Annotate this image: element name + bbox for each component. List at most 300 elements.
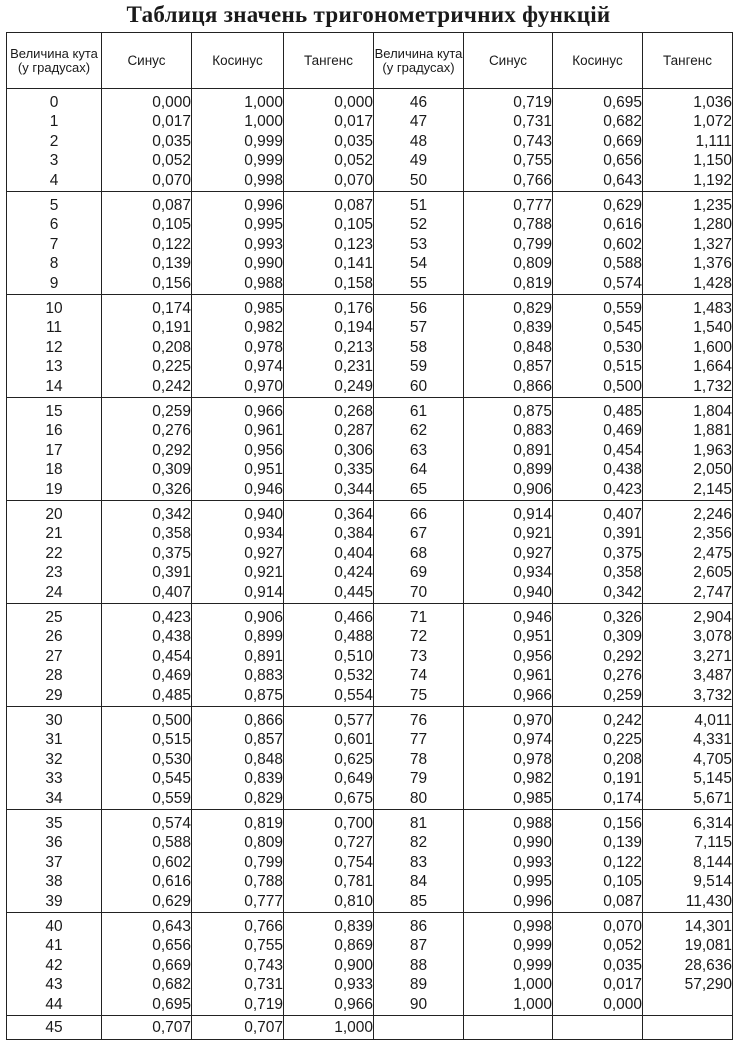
cell-value: 0,848: [513, 338, 552, 356]
cell-value: 1,000: [244, 113, 283, 131]
empty-cell: [464, 1016, 553, 1040]
cell-value: 72: [409, 628, 428, 646]
cell-value: 0,970: [513, 712, 552, 729]
header-sin: Синус: [102, 33, 192, 89]
cell-value: 0,225: [152, 358, 191, 376]
cell-value: 0,719: [244, 995, 283, 1013]
tan-cell: [284, 89, 374, 192]
cell-value: 74: [409, 667, 428, 685]
cell-value: 57: [409, 319, 428, 337]
cell-value: 87: [409, 937, 428, 955]
cell-value: 0,940: [513, 583, 552, 601]
cos-cell: [192, 89, 284, 192]
table-row: [7, 707, 733, 810]
cell-value: 0,961: [513, 667, 552, 685]
cell-value: 1,804: [693, 403, 732, 420]
cell-value: 0,601: [334, 731, 373, 749]
cell-value: 41: [45, 937, 63, 955]
cell-value: 0,866: [513, 377, 552, 395]
cell-value: 0,122: [152, 235, 191, 253]
cos-cell: [553, 604, 643, 707]
cell-value: 0,891: [513, 441, 552, 459]
cell-value: 0,141: [334, 255, 373, 273]
cell-value: 4: [49, 171, 59, 189]
cell-value: 30: [45, 712, 63, 729]
cell-value: 37: [45, 853, 63, 871]
cell-value: 0,940: [244, 506, 283, 523]
cell-value: 17: [45, 441, 63, 459]
cell-value: 0,754: [334, 853, 373, 871]
cell-value: 73: [409, 647, 428, 665]
angle-cell: [7, 913, 102, 1016]
cell-value: 0,998: [513, 918, 552, 935]
cell-value: 0,985: [513, 789, 552, 807]
cell-value: 1,150: [693, 152, 732, 170]
sin-cell: [464, 604, 553, 707]
row-group: [7, 707, 733, 810]
cell-value: 6: [49, 216, 59, 234]
cell-value: 0,466: [334, 609, 373, 626]
cell-value: 0,643: [603, 171, 642, 189]
cell-value: 77: [409, 731, 428, 749]
cell-value: 11: [45, 319, 63, 337]
cell-value: 0,530: [152, 750, 191, 768]
cell-value: 18: [45, 461, 63, 479]
cell-value: 1,327: [693, 235, 732, 253]
cell-value: 1,540: [693, 319, 732, 337]
cell-value: 0,391: [152, 564, 191, 582]
cell-value: 15: [45, 403, 63, 420]
cell-value: 0,445: [334, 583, 373, 601]
cell-value: 0,122: [603, 853, 642, 871]
cell-value: 0,643: [152, 918, 191, 935]
cell-value: 0,990: [513, 834, 552, 852]
cell-value: 2,050: [693, 461, 732, 479]
cell-value: 0,669: [152, 956, 191, 974]
tan-cell: [284, 604, 374, 707]
cell-value: 0,731: [244, 976, 283, 994]
cell-value: 86: [409, 918, 428, 935]
cos-cell: [553, 501, 643, 604]
cell-value: 0,914: [513, 506, 552, 523]
cell-value: 0,996: [513, 892, 552, 910]
cell-value: 0,213: [334, 338, 373, 356]
cell-value: 0,156: [603, 815, 642, 832]
cell-value: 0,105: [334, 216, 373, 234]
tan-cell: [284, 707, 374, 810]
cell-value: 0,404: [334, 544, 373, 562]
header-cos: Косинус: [553, 33, 643, 89]
cos-cell: [553, 913, 643, 1016]
cell-value: 0,999: [244, 152, 283, 170]
cell-value: 0,364: [334, 506, 373, 523]
cell-value: 7,115: [694, 834, 732, 852]
cell-value: 0,500: [152, 712, 191, 729]
cell-value: 0,695: [152, 995, 191, 1013]
cell-value: 2,145: [693, 480, 732, 498]
cell-value: 0,510: [334, 647, 373, 665]
cell-value: 0,883: [244, 667, 283, 685]
cos-cell: [553, 707, 643, 810]
cell-value: 0,993: [513, 853, 552, 871]
cell-value: 0,788: [244, 873, 283, 891]
cos-cell: 0,707: [192, 1016, 284, 1040]
page-title: Таблиця значень тригонометричних функцій: [126, 2, 611, 27]
cell-value: 0,700: [334, 815, 373, 832]
cell-value: 0,577: [334, 712, 373, 729]
cell-value: 20: [45, 506, 63, 523]
cell-value: 0,554: [334, 686, 373, 704]
cell-value: 2,904: [693, 609, 732, 626]
sin-cell: [102, 295, 192, 398]
cos-cell: [192, 192, 284, 295]
sin-cell: [464, 89, 553, 192]
cell-value: 0,292: [152, 441, 191, 459]
cell-value: 0: [49, 94, 59, 111]
cell-value: 82: [409, 834, 428, 852]
cell-value: 1,881: [693, 422, 732, 440]
cell-value: 3: [49, 152, 59, 170]
tan-cell: 1,000: [284, 1016, 374, 1040]
cell-value: 0,070: [334, 171, 373, 189]
cell-value: 64: [409, 461, 428, 479]
cell-value: 7: [49, 235, 59, 253]
trig-table: [6, 32, 733, 1040]
cell-value: 0,469: [603, 422, 642, 440]
cell-value: 0,974: [244, 358, 283, 376]
cell-value: 1,235: [693, 197, 732, 214]
cell-value: 56: [409, 300, 428, 317]
cell-value: 0,777: [244, 892, 283, 910]
row-group: [7, 398, 733, 501]
cell-value: 0,995: [513, 873, 552, 891]
cell-value: 0,500: [603, 377, 642, 395]
cell-value: 2,475: [693, 544, 732, 562]
cell-value: 4,331: [693, 731, 732, 749]
cell-value: 0,982: [244, 319, 283, 337]
cell-value: 0,358: [603, 564, 642, 582]
cell-value: 88: [409, 956, 428, 974]
cell-value: 0,194: [334, 319, 373, 337]
angle-cell: 45: [7, 1016, 102, 1040]
cell-value: 0,810: [334, 892, 373, 910]
row-group: [7, 604, 733, 707]
sin-cell: [102, 707, 192, 810]
cell-value: 2: [49, 132, 59, 150]
cell-value: 2,747: [693, 583, 732, 601]
table-row: [7, 501, 733, 604]
cell-value: 2,246: [693, 506, 732, 523]
tan-cell: [643, 913, 733, 1016]
cell-value: 28: [45, 667, 63, 685]
cell-value: 29: [45, 686, 63, 704]
cell-value: 0,999: [513, 937, 552, 955]
last-row-group: [7, 1016, 733, 1040]
cell-value: 5: [49, 197, 59, 214]
cell-value: 0,105: [152, 216, 191, 234]
row-group: [7, 810, 733, 913]
angle-cell: [374, 604, 464, 707]
cell-value: 0,934: [513, 564, 552, 582]
cell-value: 0,469: [152, 667, 191, 685]
cell-value: 1,000: [513, 995, 552, 1013]
cell-value: 0,927: [244, 544, 283, 562]
header-sin: Синус: [464, 33, 553, 89]
cell-value: 0,375: [603, 544, 642, 562]
cell-value: 0,276: [603, 667, 642, 685]
cell-value: 23: [45, 564, 63, 582]
cell-value: 0,799: [513, 235, 552, 253]
cell-value: 1,963: [693, 441, 732, 459]
cell-value: 0,914: [244, 583, 283, 601]
table-header: [7, 33, 733, 89]
angle-cell: [374, 89, 464, 192]
cell-value: 0,951: [513, 628, 552, 646]
cell-value: 0,158: [334, 274, 373, 292]
tan-cell: [643, 604, 733, 707]
cell-value: 0,999: [513, 956, 552, 974]
tan-cell: [284, 501, 374, 604]
cell-value: 0,438: [152, 628, 191, 646]
cell-value: 13: [45, 358, 63, 376]
cell-value: 48: [409, 132, 428, 150]
cell-value: 0,951: [244, 461, 283, 479]
cell-value: 43: [45, 976, 63, 994]
cell-value: 0,035: [603, 956, 642, 974]
cell-value: 3,271: [693, 647, 732, 665]
table-row: [7, 810, 733, 913]
cell-value: 1,111: [695, 132, 732, 150]
cell-value: 0,616: [152, 873, 191, 891]
cell-value: 0,857: [513, 358, 552, 376]
row-group: [7, 192, 733, 295]
cell-value: 1,664: [693, 358, 732, 376]
cell-value: 0,000: [334, 94, 373, 111]
angle-cell: [374, 501, 464, 604]
cos-cell: [192, 398, 284, 501]
cell-value: 0,727: [334, 834, 373, 852]
cell-value: 0,839: [513, 319, 552, 337]
cell-value: 38: [45, 873, 63, 891]
row-group: [7, 913, 733, 1016]
cell-value: 0,208: [603, 750, 642, 768]
cell-value: 0,682: [152, 976, 191, 994]
cell-value: 6,314: [693, 815, 732, 832]
cell-value: 14,301: [684, 918, 732, 935]
sin-cell: [464, 810, 553, 913]
cos-cell: [192, 913, 284, 1016]
cell-value: 0,998: [244, 171, 283, 189]
cell-value: 4,705: [693, 750, 732, 768]
cell-value: 0,225: [603, 731, 642, 749]
cell-value: 0,242: [152, 377, 191, 395]
cell-value: 0,961: [244, 422, 283, 440]
cell-value: 0,829: [513, 300, 552, 317]
angle-cell: [374, 810, 464, 913]
cell-value: 0,139: [152, 255, 191, 273]
cell-value: 79: [409, 770, 428, 788]
cell-value: 0,899: [513, 461, 552, 479]
cell-value: 0,602: [152, 853, 191, 871]
cell-value: 0,988: [244, 274, 283, 292]
cell-value: 75: [409, 686, 428, 704]
cell-value: 0,588: [152, 834, 191, 852]
cell-value: 0,629: [603, 197, 642, 214]
cell-value: 0,342: [152, 506, 191, 523]
cell-value: 0,292: [603, 647, 642, 665]
cell-value: 0,869: [334, 937, 373, 955]
cell-value: 0,287: [334, 422, 373, 440]
table-row: [7, 1016, 733, 1040]
cell-value: 1,192: [693, 171, 732, 189]
tan-cell: [643, 398, 733, 501]
cell-value: 1,428: [693, 274, 732, 292]
cell-value: 0,156: [152, 274, 191, 292]
angle-cell: [7, 707, 102, 810]
cell-value: 3,078: [693, 628, 732, 646]
cell-value: 19,081: [684, 937, 732, 955]
cell-value: 63: [409, 441, 428, 459]
cell-value: 0,625: [334, 750, 373, 768]
cell-value: 1,280: [693, 216, 732, 234]
cell-value: 0,423: [152, 609, 191, 626]
cell-value: 0,656: [152, 937, 191, 955]
cell-value: 1,600: [693, 338, 732, 356]
empty-cell: [553, 1016, 643, 1040]
cell-value: 0,588: [603, 255, 642, 273]
sin-cell: 0,707: [102, 1016, 192, 1040]
cell-value: 0,545: [603, 319, 642, 337]
cell-value: 89: [409, 976, 428, 994]
cell-value: 0,616: [603, 216, 642, 234]
sin-cell: [464, 501, 553, 604]
cell-value: 55: [409, 274, 428, 292]
tan-cell: [643, 707, 733, 810]
cell-value: 0,559: [603, 300, 642, 317]
cos-cell: [553, 398, 643, 501]
cell-value: 0,875: [244, 686, 283, 704]
row-group: [7, 501, 733, 604]
cell-value: 0,934: [244, 525, 283, 543]
cell-value: 0,675: [334, 789, 373, 807]
cell-value: 0,682: [603, 113, 642, 131]
cell-value: 0,974: [513, 731, 552, 749]
cell-value: 0,891: [244, 647, 283, 665]
cell-value: 0,485: [152, 686, 191, 704]
cell-value: 21: [45, 525, 63, 543]
cell-value: 85: [409, 892, 428, 910]
cell-value: 22: [45, 544, 63, 562]
cell-value: 0,956: [513, 647, 552, 665]
cell-value: 0,326: [152, 480, 191, 498]
table-row: [7, 604, 733, 707]
cell-value: [643, 995, 732, 1014]
cell-value: 0,438: [603, 461, 642, 479]
cell-value: 0,309: [603, 628, 642, 646]
cell-value: 0,819: [513, 274, 552, 292]
cell-value: 9: [49, 274, 59, 292]
cell-value: 0,857: [244, 731, 283, 749]
cell-value: 0,559: [152, 789, 191, 807]
cos-cell: [192, 501, 284, 604]
angle-cell: [7, 810, 102, 913]
cell-value: 0,809: [513, 255, 552, 273]
cell-value: 0,990: [244, 255, 283, 273]
tan-cell: [284, 295, 374, 398]
angle-cell: [7, 295, 102, 398]
cell-value: 0,070: [603, 918, 642, 935]
cell-value: 0,191: [152, 319, 191, 337]
cell-value: 1,732: [693, 377, 732, 395]
table-row: [7, 398, 733, 501]
cell-value: 0,819: [244, 815, 283, 832]
cos-cell: [192, 707, 284, 810]
cell-value: 0,946: [244, 480, 283, 498]
cell-value: 0,927: [513, 544, 552, 562]
cell-value: 0,384: [334, 525, 373, 543]
cos-cell: [192, 295, 284, 398]
cell-value: 47: [409, 113, 428, 131]
cell-value: 28,636: [684, 956, 732, 974]
cell-value: 0,087: [334, 197, 373, 214]
tan-cell: [643, 192, 733, 295]
cell-value: 8: [49, 255, 59, 273]
cos-cell: [192, 604, 284, 707]
cell-value: 0,139: [603, 834, 642, 852]
cell-value: 0,052: [152, 152, 191, 170]
cell-value: 0,423: [603, 480, 642, 498]
cell-value: 0,035: [152, 132, 191, 150]
cell-value: 0,966: [244, 403, 283, 420]
cell-value: 0,649: [334, 770, 373, 788]
cell-value: 3,732: [693, 686, 732, 704]
cell-value: 0,574: [603, 274, 642, 292]
cell-value: 0,035: [334, 132, 373, 150]
table-row: [7, 192, 733, 295]
cell-value: 0,933: [334, 976, 373, 994]
cell-value: 0,276: [152, 422, 191, 440]
cell-value: 0,988: [513, 815, 552, 832]
cell-value: 40: [45, 918, 63, 935]
cell-value: 26: [45, 628, 63, 646]
cell-value: 0,829: [244, 789, 283, 807]
cell-value: 1,072: [693, 113, 732, 131]
cell-value: 0,052: [603, 937, 642, 955]
cell-value: 0,052: [334, 152, 373, 170]
cell-value: 31: [45, 731, 63, 749]
header-angle: Величина кута (у градусах): [7, 33, 102, 89]
cell-value: 0,358: [152, 525, 191, 543]
cell-value: 58: [409, 338, 428, 356]
cell-value: 50: [409, 171, 428, 189]
cell-value: 0,766: [244, 918, 283, 935]
cell-value: 0,781: [334, 873, 373, 891]
cell-value: 0,574: [152, 815, 191, 832]
sin-cell: [102, 398, 192, 501]
cell-value: 0,669: [603, 132, 642, 150]
cell-value: 0,515: [603, 358, 642, 376]
cell-value: 78: [409, 750, 428, 768]
cell-value: 0,743: [244, 956, 283, 974]
cell-value: 0,242: [603, 712, 642, 729]
sin-cell: [464, 398, 553, 501]
cell-value: 0,777: [513, 197, 552, 214]
cell-value: 0,000: [603, 995, 642, 1013]
cell-value: 0,000: [152, 94, 191, 111]
cell-value: 27: [45, 647, 63, 665]
cell-value: 0,515: [152, 731, 191, 749]
cell-value: 0,875: [513, 403, 552, 420]
